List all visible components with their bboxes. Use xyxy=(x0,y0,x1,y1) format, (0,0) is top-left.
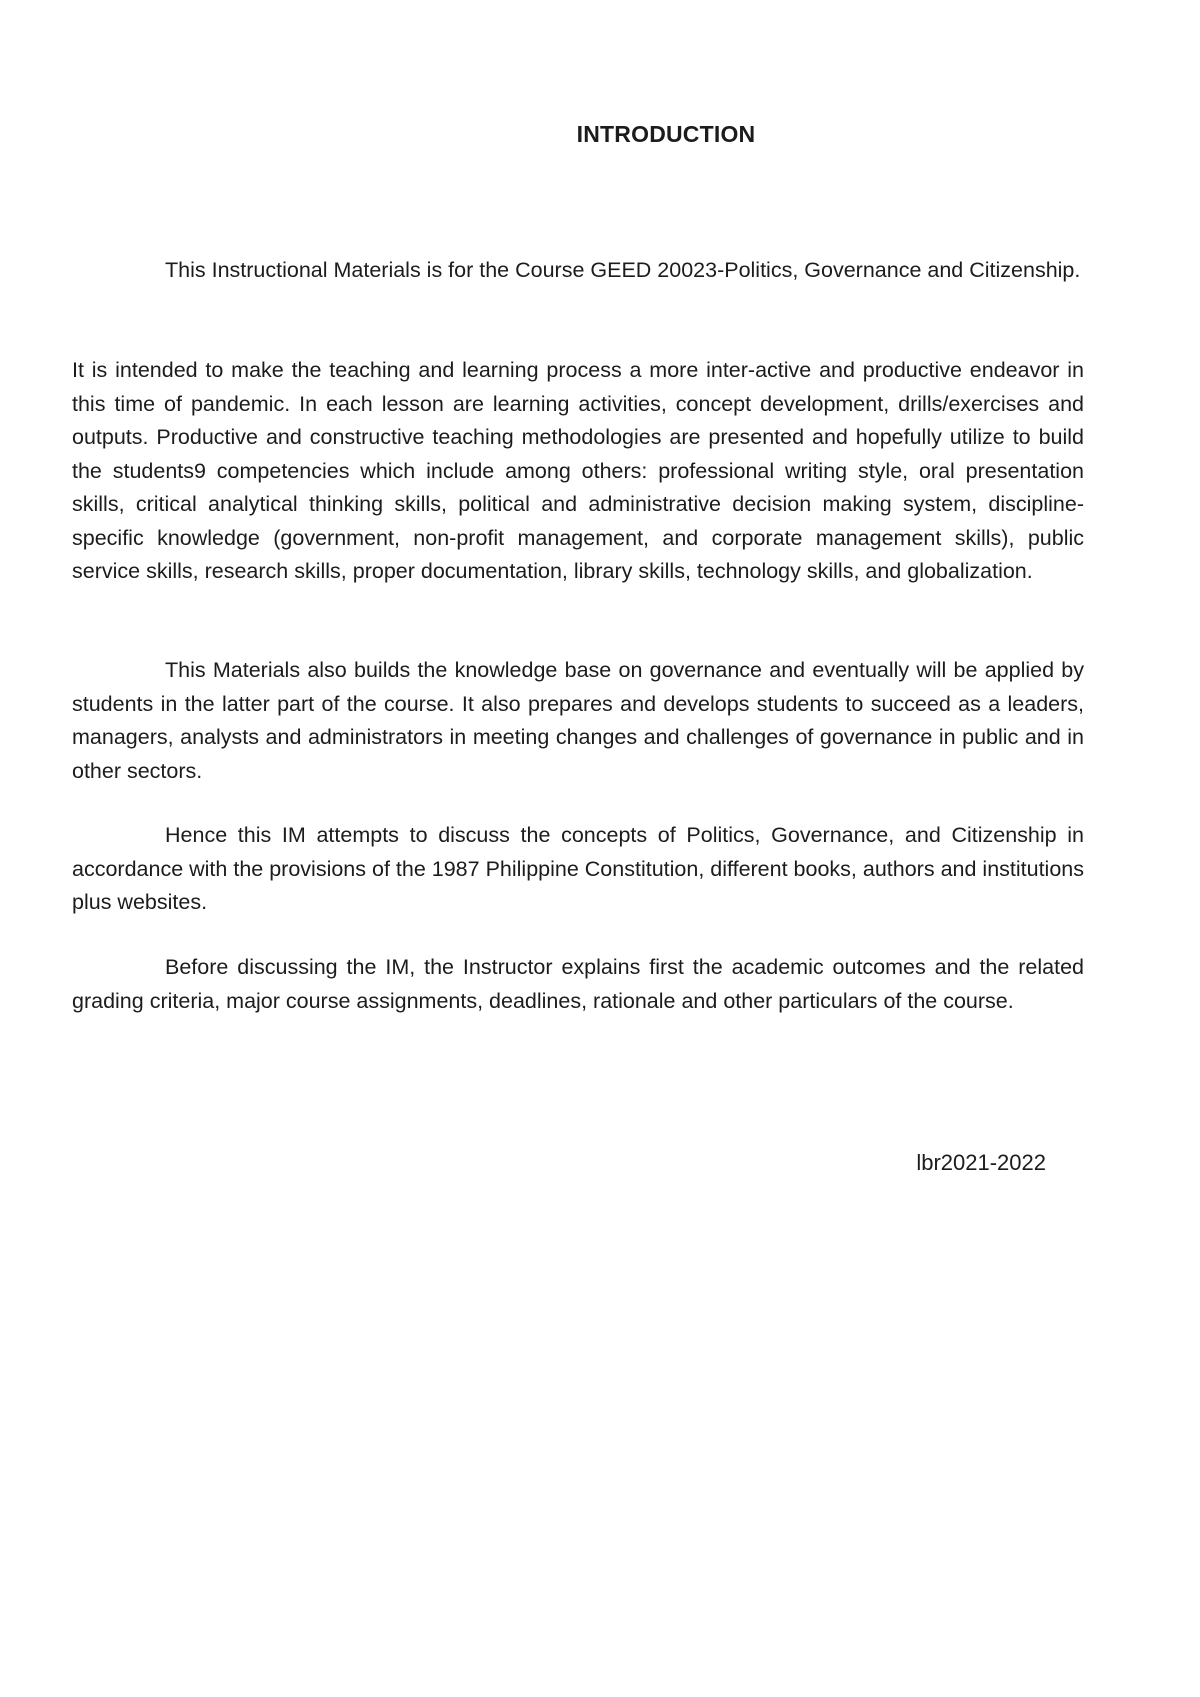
paragraph-knowledge-base: This Materials also builds the knowledge base on governance and eventually will be applied by students in the latter part of the course. It also prepares and develops students to succeed as a leaders, managers, analysts and administrators in meeting changes and challenges of governance in public and in other sectors. xyxy=(72,658,1084,783)
paragraph-purpose: It is intended to make the teaching and learning process a more inter-active and productive endeavor in this time of pandemic. In each lesson are learning activities, concept development, drills/exercises and outputs. Productive and constructive teaching methodologies are presented and hopefully utilize to build the students9 competencies which include among others: professional writing style, oral presentation skills, critical analytical thinking skills, political and administrative decision making system, discipline-specific knowledge (government, non-profit management, and corporate management skills), public service skills, research skills, proper documentation, library skills, technology skills, and globalization. xyxy=(72,358,1084,583)
paragraph-outcomes: Before discussing the IM, the Instructor explains first the academic outcomes and the related grading criteria, major course assignments, deadlines, rationale and other particulars of the course. xyxy=(72,955,1084,1013)
author-signature: lbr2021-2022 xyxy=(916,1150,1046,1175)
paragraph-course-intro: This Instructional Materials is for the Course GEED 20023-Politics, Governance and Citizenship. xyxy=(165,258,1081,282)
page-title: INTRODUCTION xyxy=(576,121,756,147)
paragraph-concepts: Hence this IM attempts to discuss the concepts of Politics, Governance, and Citizenship in accordance with the provisions of the 1987 Philippine Constitution, different books, authors and institutions plus websites. xyxy=(72,823,1084,914)
